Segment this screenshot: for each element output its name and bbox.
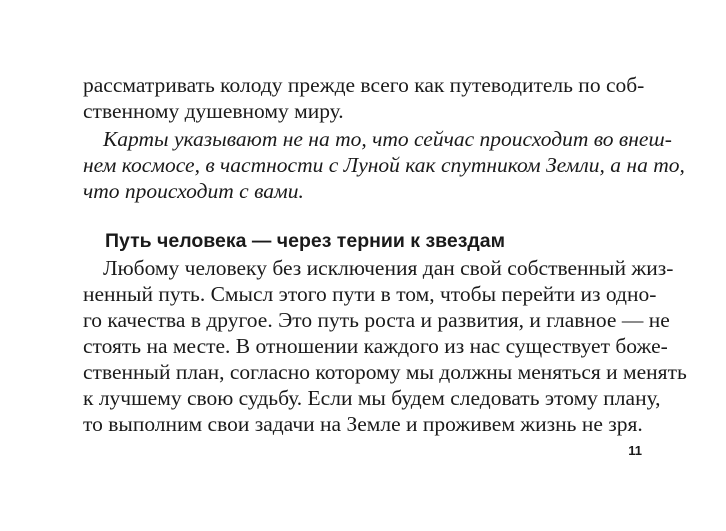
body-line-2: ненный путь. Смысл этого пути в том, чтобы перейти из одно- (83, 282, 657, 306)
body-line-7: то выполним свои задачи на Земле и проживем жизнь не зря. (83, 412, 643, 436)
italic-line-2: нем космосе, в частности с Луной как спутником Земли, а на то, (83, 153, 685, 177)
body-line-6: к лучшему свою судьбу. Если мы будем следовать этому плану, (83, 386, 661, 410)
section-heading: Путь человека — через тернии к звездам (105, 230, 506, 252)
intro-line-1: рассматривать колоду прежде всего как путеводитель по соб- (83, 73, 645, 97)
intro-line-2: ственному душевному миру. (83, 99, 344, 123)
body-line-1: Любому человеку без исключения дан свой собственный жиз- (103, 256, 674, 280)
page-number: 11 (628, 443, 642, 458)
italic-line-3: что происходит с вами. (83, 179, 304, 203)
italic-line-1: Карты указывают не на то, что сейчас происходит во внеш- (103, 127, 672, 151)
body-line-5: ственный план, согласно которому мы должны меняться и менять (83, 360, 687, 384)
body-line-4: стоять на месте. В отношении каждого из нас существует боже- (83, 334, 668, 358)
book-page (83, 0, 687, 531)
body-line-3: го качества в другое. Это путь роста и развития, и главное — не (83, 308, 670, 332)
